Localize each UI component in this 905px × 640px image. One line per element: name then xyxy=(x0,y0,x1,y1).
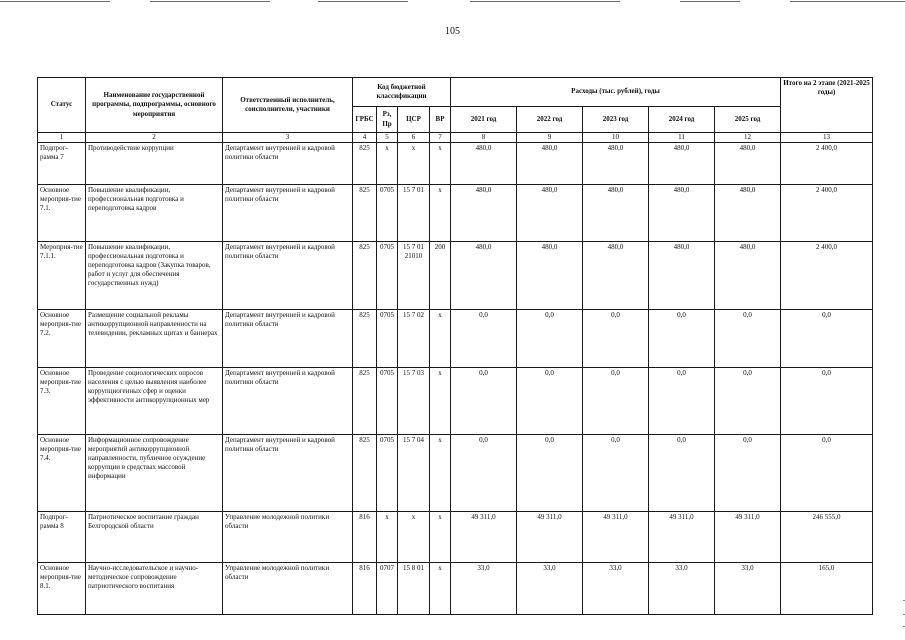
cell-vr: х xyxy=(430,143,451,185)
cell-vr: х xyxy=(430,310,451,368)
header-total: Итого на 2 этапе (2021-2025 годы) xyxy=(781,78,873,133)
cell-y2025: 480,0 xyxy=(715,143,781,185)
header-y2025: 2025 год xyxy=(715,107,781,133)
cell-csr: 15 7 03 xyxy=(398,368,430,435)
table-row xyxy=(38,563,873,615)
cell-vr: х xyxy=(430,435,451,512)
cell-grbs: 825 xyxy=(353,310,377,368)
cell-y2024: 49 311,0 xyxy=(649,512,715,563)
cell-name: Информационное сопровождение мероприятий антикоррупционной направленности, публичное осуждение коррупции в средствах массовой информации xyxy=(86,435,223,512)
cell-name: Патриотическое воспитание граждан Белгородской области xyxy=(86,512,223,563)
cell-y2023: 480,0 xyxy=(583,242,649,310)
cell-y2024: 480,0 xyxy=(649,143,715,185)
cell-csr: 15 7 04 xyxy=(398,435,430,512)
cell-rzpr: 0707 xyxy=(377,563,398,615)
header-y2022: 2022 год xyxy=(517,107,583,133)
cell-y2024: 33,0 xyxy=(649,563,715,615)
cell-y2022: 33,0 xyxy=(517,563,583,615)
cell-grbs: 825 xyxy=(353,435,377,512)
cell-y2023: 480,0 xyxy=(583,185,649,242)
header-budget-code: Код бюджетной классификации xyxy=(353,78,451,107)
col-number: 7 xyxy=(430,133,451,143)
cell-vr: х xyxy=(430,563,451,615)
cell-y2025: 0,0 xyxy=(715,368,781,435)
cell-y2021: 0,0 xyxy=(451,368,517,435)
cell-csr: х xyxy=(398,512,430,563)
cell-total: 246 555,0 xyxy=(781,512,873,563)
cell-grbs: 816 xyxy=(353,512,377,563)
cell-status: Подпрог-рамма 7 xyxy=(38,143,86,185)
cell-vr: х xyxy=(430,185,451,242)
header-name: Наименование государственной программы, подпрограммы, основного мероприятия xyxy=(86,78,223,133)
top-scan-line xyxy=(0,1,905,3)
cell-csr: 15 7 01 xyxy=(398,185,430,242)
table-row xyxy=(38,368,873,435)
header-executor: Ответственный исполнитель, соисполнители, участники xyxy=(223,78,353,133)
cell-y2023: 480,0 xyxy=(583,143,649,185)
cell-y2022: 0,0 xyxy=(517,368,583,435)
cell-y2025: 49 311,0 xyxy=(715,512,781,563)
column-numbers-row xyxy=(38,133,873,143)
cell-y2025: 480,0 xyxy=(715,185,781,242)
header-vr: ВР xyxy=(430,107,451,133)
cell-rzpr: 0705 xyxy=(377,310,398,368)
col-number: 12 xyxy=(715,133,781,143)
cell-rzpr: 0705 xyxy=(377,185,398,242)
cell-executor: Управление молодежной политики области xyxy=(223,563,353,615)
cell-rzpr: 0705 xyxy=(377,368,398,435)
cell-y2021: 33,0 xyxy=(451,563,517,615)
cell-y2024: 0,0 xyxy=(649,368,715,435)
cell-executor: Департамент внутренней и кадровой политики области xyxy=(223,435,353,512)
header-y2021: 2021 год xyxy=(451,107,517,133)
cell-name: Повышение квалификации, профессиональная подготовка и переподготовка кадров (Закупка товаров, работ и услуг для обеспечения государственных нужд) xyxy=(86,242,223,310)
cell-total: 2 400,0 xyxy=(781,185,873,242)
header-csr: ЦСР xyxy=(398,107,430,133)
cell-total: 2 400,0 xyxy=(781,143,873,185)
cell-y2022: 480,0 xyxy=(517,185,583,242)
header-expenses: Расходы (тыс. рублей), годы xyxy=(451,78,781,107)
cell-y2024: 0,0 xyxy=(649,310,715,368)
cell-grbs: 825 xyxy=(353,368,377,435)
cell-executor: Управление молодежной политики области xyxy=(223,512,353,563)
cell-vr: х xyxy=(430,368,451,435)
cell-status: Основное мероприя-тие 7.1. xyxy=(38,185,86,242)
cell-total: 2 400,0 xyxy=(781,242,873,310)
col-number: 2 xyxy=(86,133,223,143)
cell-total: 0,0 xyxy=(781,435,873,512)
col-number: 4 xyxy=(353,133,377,143)
cell-y2024: 480,0 xyxy=(649,242,715,310)
cell-csr: 15 7 02 xyxy=(398,310,430,368)
cell-y2022: 0,0 xyxy=(517,435,583,512)
page-number: 105 xyxy=(445,26,460,37)
cell-name: Повышение квалификации, профессиональная подготовка и переподготовка кадров xyxy=(86,185,223,242)
col-number: 8 xyxy=(451,133,517,143)
cell-grbs: 825 xyxy=(353,143,377,185)
cell-status: Подпрог-рамма 8 xyxy=(38,512,86,563)
col-number: 1 xyxy=(38,133,86,143)
cell-y2025: 33,0 xyxy=(715,563,781,615)
col-number: 9 xyxy=(517,133,583,143)
table-row xyxy=(38,242,873,310)
cell-vr: х xyxy=(430,512,451,563)
col-number: 5 xyxy=(377,133,398,143)
cell-y2021: 480,0 xyxy=(451,143,517,185)
cell-y2025: 0,0 xyxy=(715,435,781,512)
cell-status: Основное мероприя-тие 7.3. xyxy=(38,368,86,435)
cell-y2021: 0,0 xyxy=(451,435,517,512)
header-status: Статус xyxy=(38,78,86,133)
col-number: 6 xyxy=(398,133,430,143)
cell-executor: Департамент внутренней и кадровой политики области xyxy=(223,310,353,368)
cell-csr: 15 8 01 xyxy=(398,563,430,615)
cell-y2024: 480,0 xyxy=(649,185,715,242)
cell-name: Размещение социальной рекламы антикоррупционной направленности на телевидении, рекламных щитах и баннерах xyxy=(86,310,223,368)
cell-grbs: 825 xyxy=(353,242,377,310)
cell-y2023: 0,0 xyxy=(583,435,649,512)
cell-y2021: 480,0 xyxy=(451,242,517,310)
cell-y2023: 0,0 xyxy=(583,368,649,435)
cell-csr: х xyxy=(398,143,430,185)
cell-y2025: 480,0 xyxy=(715,242,781,310)
table-row xyxy=(38,185,873,242)
cell-status: Основное мероприя-тие 7.4. xyxy=(38,435,86,512)
cell-total: 0,0 xyxy=(781,310,873,368)
cell-executor: Департамент внутренней и кадровой политики области xyxy=(223,242,353,310)
cell-vr: 200 xyxy=(430,242,451,310)
cell-y2022: 480,0 xyxy=(517,143,583,185)
cell-total: 0,0 xyxy=(781,368,873,435)
header-rzpr: Рз, Пр xyxy=(377,107,398,133)
cell-executor: Департамент внутренней и кадровой политики области xyxy=(223,143,353,185)
cell-y2023: 0,0 xyxy=(583,310,649,368)
cell-y2021: 0,0 xyxy=(451,310,517,368)
header-y2023: 2023 год xyxy=(583,107,649,133)
table-row xyxy=(38,435,873,512)
cell-y2025: 0,0 xyxy=(715,310,781,368)
cell-rzpr: 0705 xyxy=(377,435,398,512)
table-row xyxy=(38,310,873,368)
col-number: 11 xyxy=(649,133,715,143)
col-number: 10 xyxy=(583,133,649,143)
header-y2024: 2024 год xyxy=(649,107,715,133)
cell-status: Основное мероприя-тие 7.2. xyxy=(38,310,86,368)
header-grbs: ГРБС xyxy=(353,107,377,133)
cell-y2023: 49 311,0 xyxy=(583,512,649,563)
cell-executor: Департамент внутренней и кадровой политики области xyxy=(223,185,353,242)
cell-y2021: 49 311,0 xyxy=(451,512,517,563)
cell-rzpr: х xyxy=(377,512,398,563)
cell-y2022: 0,0 xyxy=(517,310,583,368)
col-number: 3 xyxy=(223,133,353,143)
cell-y2022: 49 311,0 xyxy=(517,512,583,563)
col-number: 13 xyxy=(781,133,873,143)
expenses-table xyxy=(37,77,873,615)
cell-name: Проведение социологических опросов населения с целью выявления наиболее коррупциогенных сфер и оценки эффективности антикоррупционных мер xyxy=(86,368,223,435)
cell-csr: 15 7 01 21010 xyxy=(398,242,430,310)
cell-rzpr: 0705 xyxy=(377,242,398,310)
cell-y2023: 33,0 xyxy=(583,563,649,615)
cell-status: Основное мероприя-тие 8.1. xyxy=(38,563,86,615)
cell-executor: Департамент внутренней и кадровой политики области xyxy=(223,368,353,435)
cell-grbs: 816 xyxy=(353,563,377,615)
table-row xyxy=(38,143,873,185)
table-row xyxy=(38,512,873,563)
cell-y2024: 0,0 xyxy=(649,435,715,512)
cell-name: Противодействие коррупции xyxy=(86,143,223,185)
cell-status: Мероприя-тие 7.1.1. xyxy=(38,242,86,310)
cell-total: 165,0 xyxy=(781,563,873,615)
cell-name: Научно-исследовательское и научно-методическое сопровождение патриотического воспитания xyxy=(86,563,223,615)
cell-rzpr: х xyxy=(377,143,398,185)
cell-grbs: 825 xyxy=(353,185,377,242)
cell-y2021: 480,0 xyxy=(451,185,517,242)
cell-y2022: 480,0 xyxy=(517,242,583,310)
